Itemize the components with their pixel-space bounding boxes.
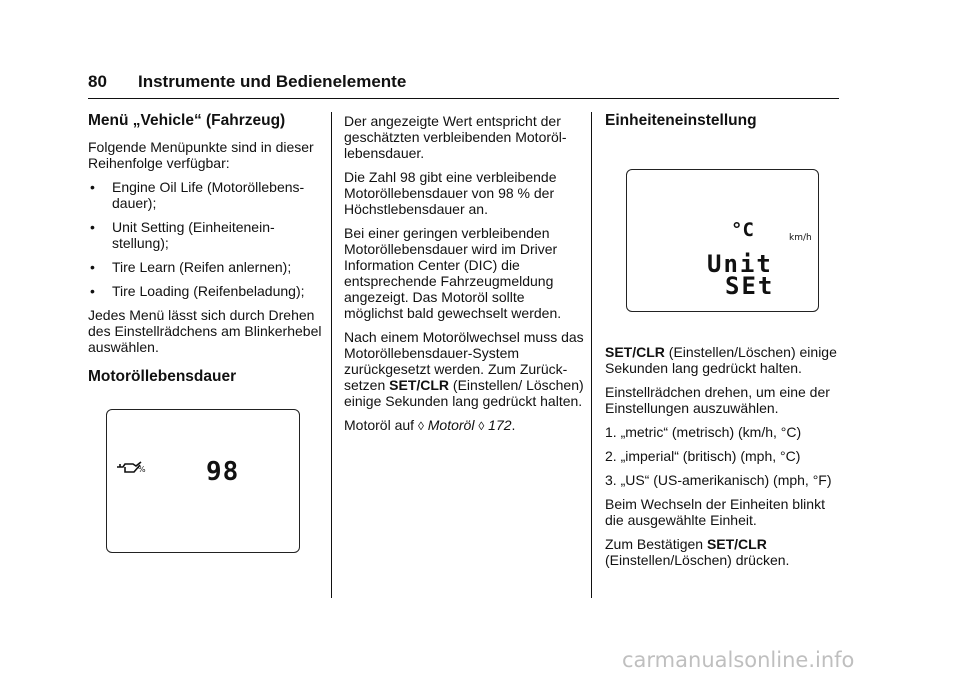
- bullet: •: [90, 179, 95, 195]
- set-clr-label: SET/CLR: [706, 536, 767, 552]
- chapter-title: Instrumente und Bedienelemente: [138, 72, 407, 91]
- menu-selection-text: Jedes Menü lässt sich durch Drehen des Einstellrädchens am Blinkerhebel auswählen.: [88, 307, 322, 355]
- celsius-indicator: °C: [731, 219, 754, 241]
- bullet: •: [90, 283, 95, 299]
- column-divider-2: [591, 112, 592, 598]
- intro-text: Folgende Menüpunkte sind in dieser Reihenfolge verfügbar:: [88, 139, 314, 171]
- oil-life-value: 98: [206, 457, 240, 487]
- paragraph: Zum Bestätigen SET/CLR (Einstellen/Löschen) drücken.: [605, 536, 790, 568]
- paragraph: Die Zahl 98 gibt eine verbleibende Motoröllebensdauer von 98 % der Höchstlebensdauer an.: [344, 169, 557, 217]
- unit-option: 1. „metric“ (metrisch) (km/h, °C): [605, 424, 802, 440]
- percent-sign: %: [138, 465, 146, 474]
- column-2: [344, 113, 584, 442]
- cross-reference: Motoröl auf ◊ Motoröl ◊ 172.: [344, 417, 516, 433]
- bullet: •: [90, 259, 95, 275]
- kmh-indicator: km/h: [789, 233, 812, 243]
- list-item-text: Tire Loading (Reifenbeladung);: [112, 283, 305, 299]
- section-heading-vehicle-menu: Menü „Vehicle“ (Fahrzeug): [88, 112, 286, 129]
- list-item: [88, 259, 324, 275]
- page-header: [88, 72, 406, 92]
- list-item-text: Engine Oil Life (Motoröllebensdauer);: [112, 179, 305, 211]
- set-text: SEt: [725, 272, 775, 300]
- list-item: [88, 219, 324, 251]
- list-item-text: Unit Setting (Einheiteneinstellung);: [112, 219, 275, 251]
- reference-icon: ◊: [417, 419, 424, 433]
- set-clr-label: SET/CLR: [605, 344, 665, 360]
- paragraph: Bei einer geringen verbleibenden Motoröllebensdauer wird im Driver Information Center (DIC) die entsprechende Fahrzeugmeldung angezeigt. Das Motoröl sollte möglichst bald gewechselt werden.: [344, 225, 562, 321]
- list-item: [88, 179, 324, 211]
- list-item-text: Tire Learn (Reifen anlernen);: [112, 259, 292, 275]
- column-divider-1: [331, 112, 332, 598]
- set-clr-label: SET/CLR: [389, 377, 450, 393]
- section-heading-oil-life: Motoröllebensdauer: [88, 368, 237, 385]
- column-3-body: [605, 344, 841, 576]
- column-1: [88, 113, 324, 395]
- section-heading-units: Einheiteneinstellung: [605, 112, 757, 129]
- paragraph: Nach einem Motorölwechsel muss das Motoröllebensdauer-System zurückgesetzt werden. Zum Zurücksetzen SET/CLR (Einstellen/ Löschen) einige Sekunden lang gedrückt halten.: [344, 329, 584, 409]
- unit-setting-lcd-graphic: [627, 170, 818, 311]
- bullet: •: [90, 219, 95, 235]
- page-number: 80: [88, 72, 107, 91]
- unit-setting-lcd-display: [626, 169, 819, 312]
- paragraph: Einstellrädchen drehen, um eine der Einstellungen auszuwählen.: [605, 384, 830, 416]
- unit-option: 2. „imperial“ (britisch) (mph, °C): [605, 448, 801, 464]
- column-3: [605, 113, 841, 139]
- paragraph: SET/CLR (Einstellen/Löschen) einige Sekunden lang gedrückt halten.: [605, 344, 837, 376]
- list-item: [88, 283, 324, 299]
- watermark: carmanualsonline.info: [622, 648, 855, 672]
- paragraph: Der angezeigte Wert entspricht der geschätzten verbleibenden Motoröllebensdauer.: [344, 113, 567, 161]
- unit-option: 3. „US“ (US-amerikanisch) (mph, °F): [605, 472, 832, 488]
- reference-link[interactable]: Motoröl: [427, 417, 475, 433]
- reference-icon: ◊: [478, 419, 485, 433]
- paragraph: Beim Wechseln der Einheiten blinkt die ausgewählte Einheit.: [605, 496, 825, 528]
- oil-life-lcd-display: [106, 409, 300, 553]
- header-rule: [88, 98, 839, 99]
- oil-life-lcd-graphic: [107, 410, 299, 552]
- reference-page[interactable]: 172: [488, 417, 512, 433]
- unit-text: Unit: [707, 250, 773, 278]
